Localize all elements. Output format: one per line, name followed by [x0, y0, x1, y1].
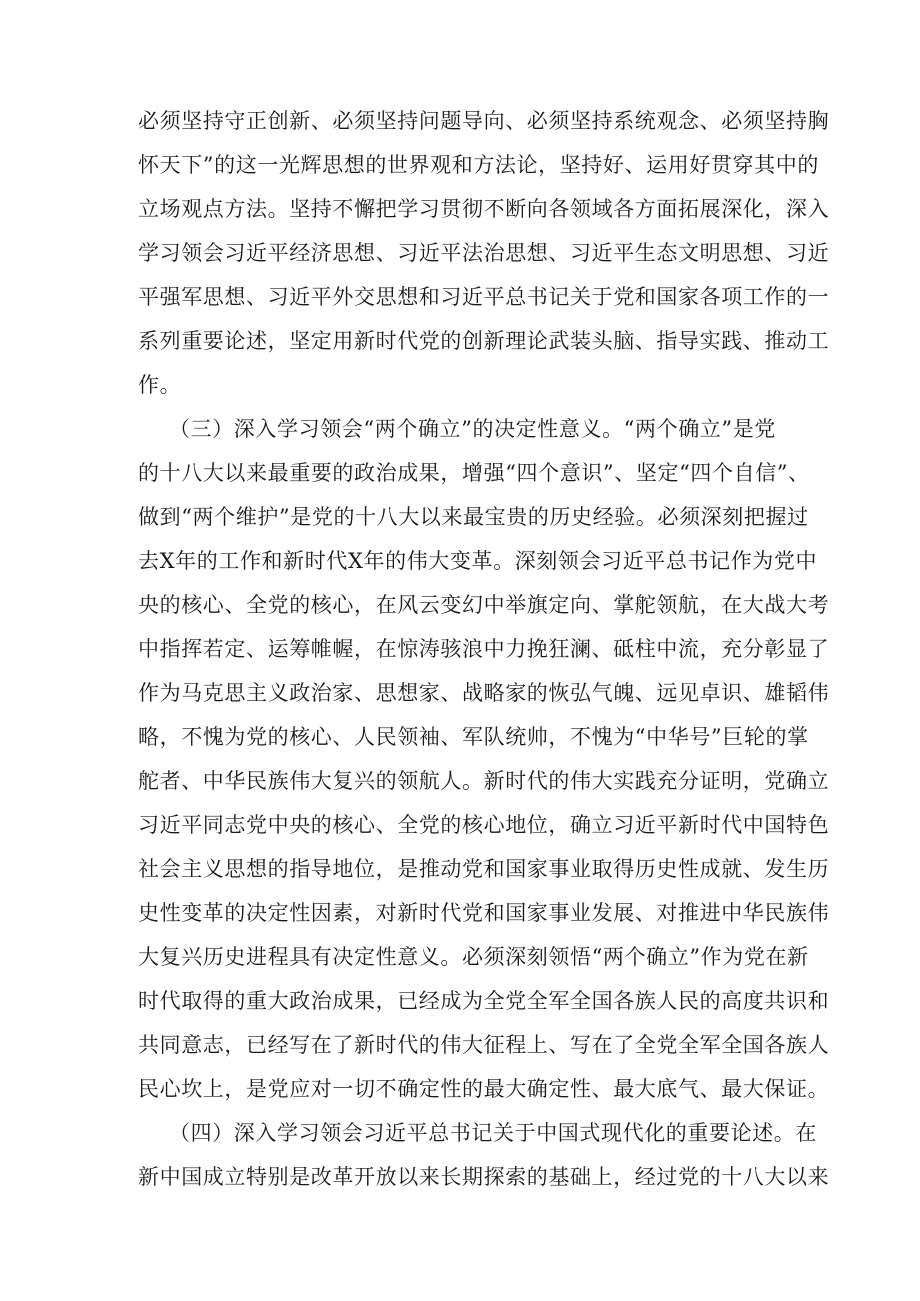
paragraph-1 [138, 99, 830, 407]
text-line: 时代取得的重大政治成果，已经成为全党全军全国各族人民的高度共识和 [138, 989, 830, 1013]
text-line: 的十八大以来最重要的政治成果，增强“四个意识”、坚定“四个自信”、 [138, 461, 810, 485]
text-line: 新中国成立特别是改革开放以来长期探索的基础上，经过党的十八大以来 [138, 1165, 830, 1189]
text-line: 大复兴历史进程具有决定性意义。必须深刻领悟“两个确立”作为党在新 [138, 945, 809, 969]
text-line: 中指挥若定、运筹帷幄，在惊涛骇浪中力挽狂澜、砥柱中流，充分彰显了 [138, 637, 830, 661]
document-body [138, 99, 830, 1199]
text-line: 舵者、中华民族伟大复兴的领航人。新时代的伟大实践充分证明，党确立 [138, 769, 830, 793]
text-line: 史性变革的决定性因素，对新时代党和国家事业发展、对推进中华民族伟 [138, 901, 830, 925]
text-line: （三）深入学习领会“两个确立”的决定性意义。“两个确立”是党 [169, 417, 776, 441]
text-line: 怀天下”的这一光辉思想的世界观和方法论，坚持好、运用好贯穿其中的 [138, 153, 819, 177]
text-line: 去X年的工作和新时代X年的伟大变革。深刻领会习近平总书记作为党中 [138, 549, 818, 573]
text-line: （四）深入学习领会习近平总书记关于中国式现代化的重要论述。在 [169, 1121, 817, 1145]
text-line: 社会主义思想的指导地位，是推动党和国家事业取得历史性成就、发生历 [138, 857, 830, 881]
text-line: 做到“两个维护”是党的十八大以来最宝贵的历史经验。必须深刻把握过 [138, 505, 809, 529]
text-line: 央的核心、全党的核心，在风云变幻中举旗定向、掌舵领航，在大战大考 [138, 593, 830, 617]
text-line: 作。 [138, 373, 182, 397]
paragraph-3-chinese-modernization [138, 1111, 830, 1199]
text-line: 立场观点方法。坚持不懈把学习贯彻不断向各领域各方面拓展深化，深入 [138, 197, 830, 221]
text-line: 习近平同志党中央的核心、全党的核心地位，确立习近平新时代中国特色 [138, 813, 830, 837]
text-line: 共同意志，已经写在了新时代的伟大征程上、写在了全党全军全国各族人 [138, 1033, 830, 1057]
text-line: 民心坎上，是党应对一切不确定性的最大确定性、最大底气、最大保证。 [138, 1077, 830, 1101]
text-line: 系列重要论述，坚定用新时代党的创新理论武装头脑、指导实践、推动工 [138, 329, 830, 353]
text-line: 必须坚持守正创新、必须坚持问题导向、必须坚持系统观念、必须坚持胸 [138, 109, 830, 133]
text-line: 略，不愧为党的核心、人民领袖、军队统帅，不愧为“中华号”巨轮的掌 [138, 725, 809, 749]
text-line: 平强军思想、习近平外交思想和习近平总书记关于党和国家各项工作的一 [138, 285, 830, 309]
paragraph-2-two-establishments [138, 407, 830, 1111]
text-line: 学习领会习近平经济思想、习近平法治思想、习近平生态文明思想、习近 [138, 241, 830, 265]
text-line: 作为马克思主义政治家、思想家、战略家的恢弘气魄、远见卓识、雄韬伟 [138, 681, 830, 705]
